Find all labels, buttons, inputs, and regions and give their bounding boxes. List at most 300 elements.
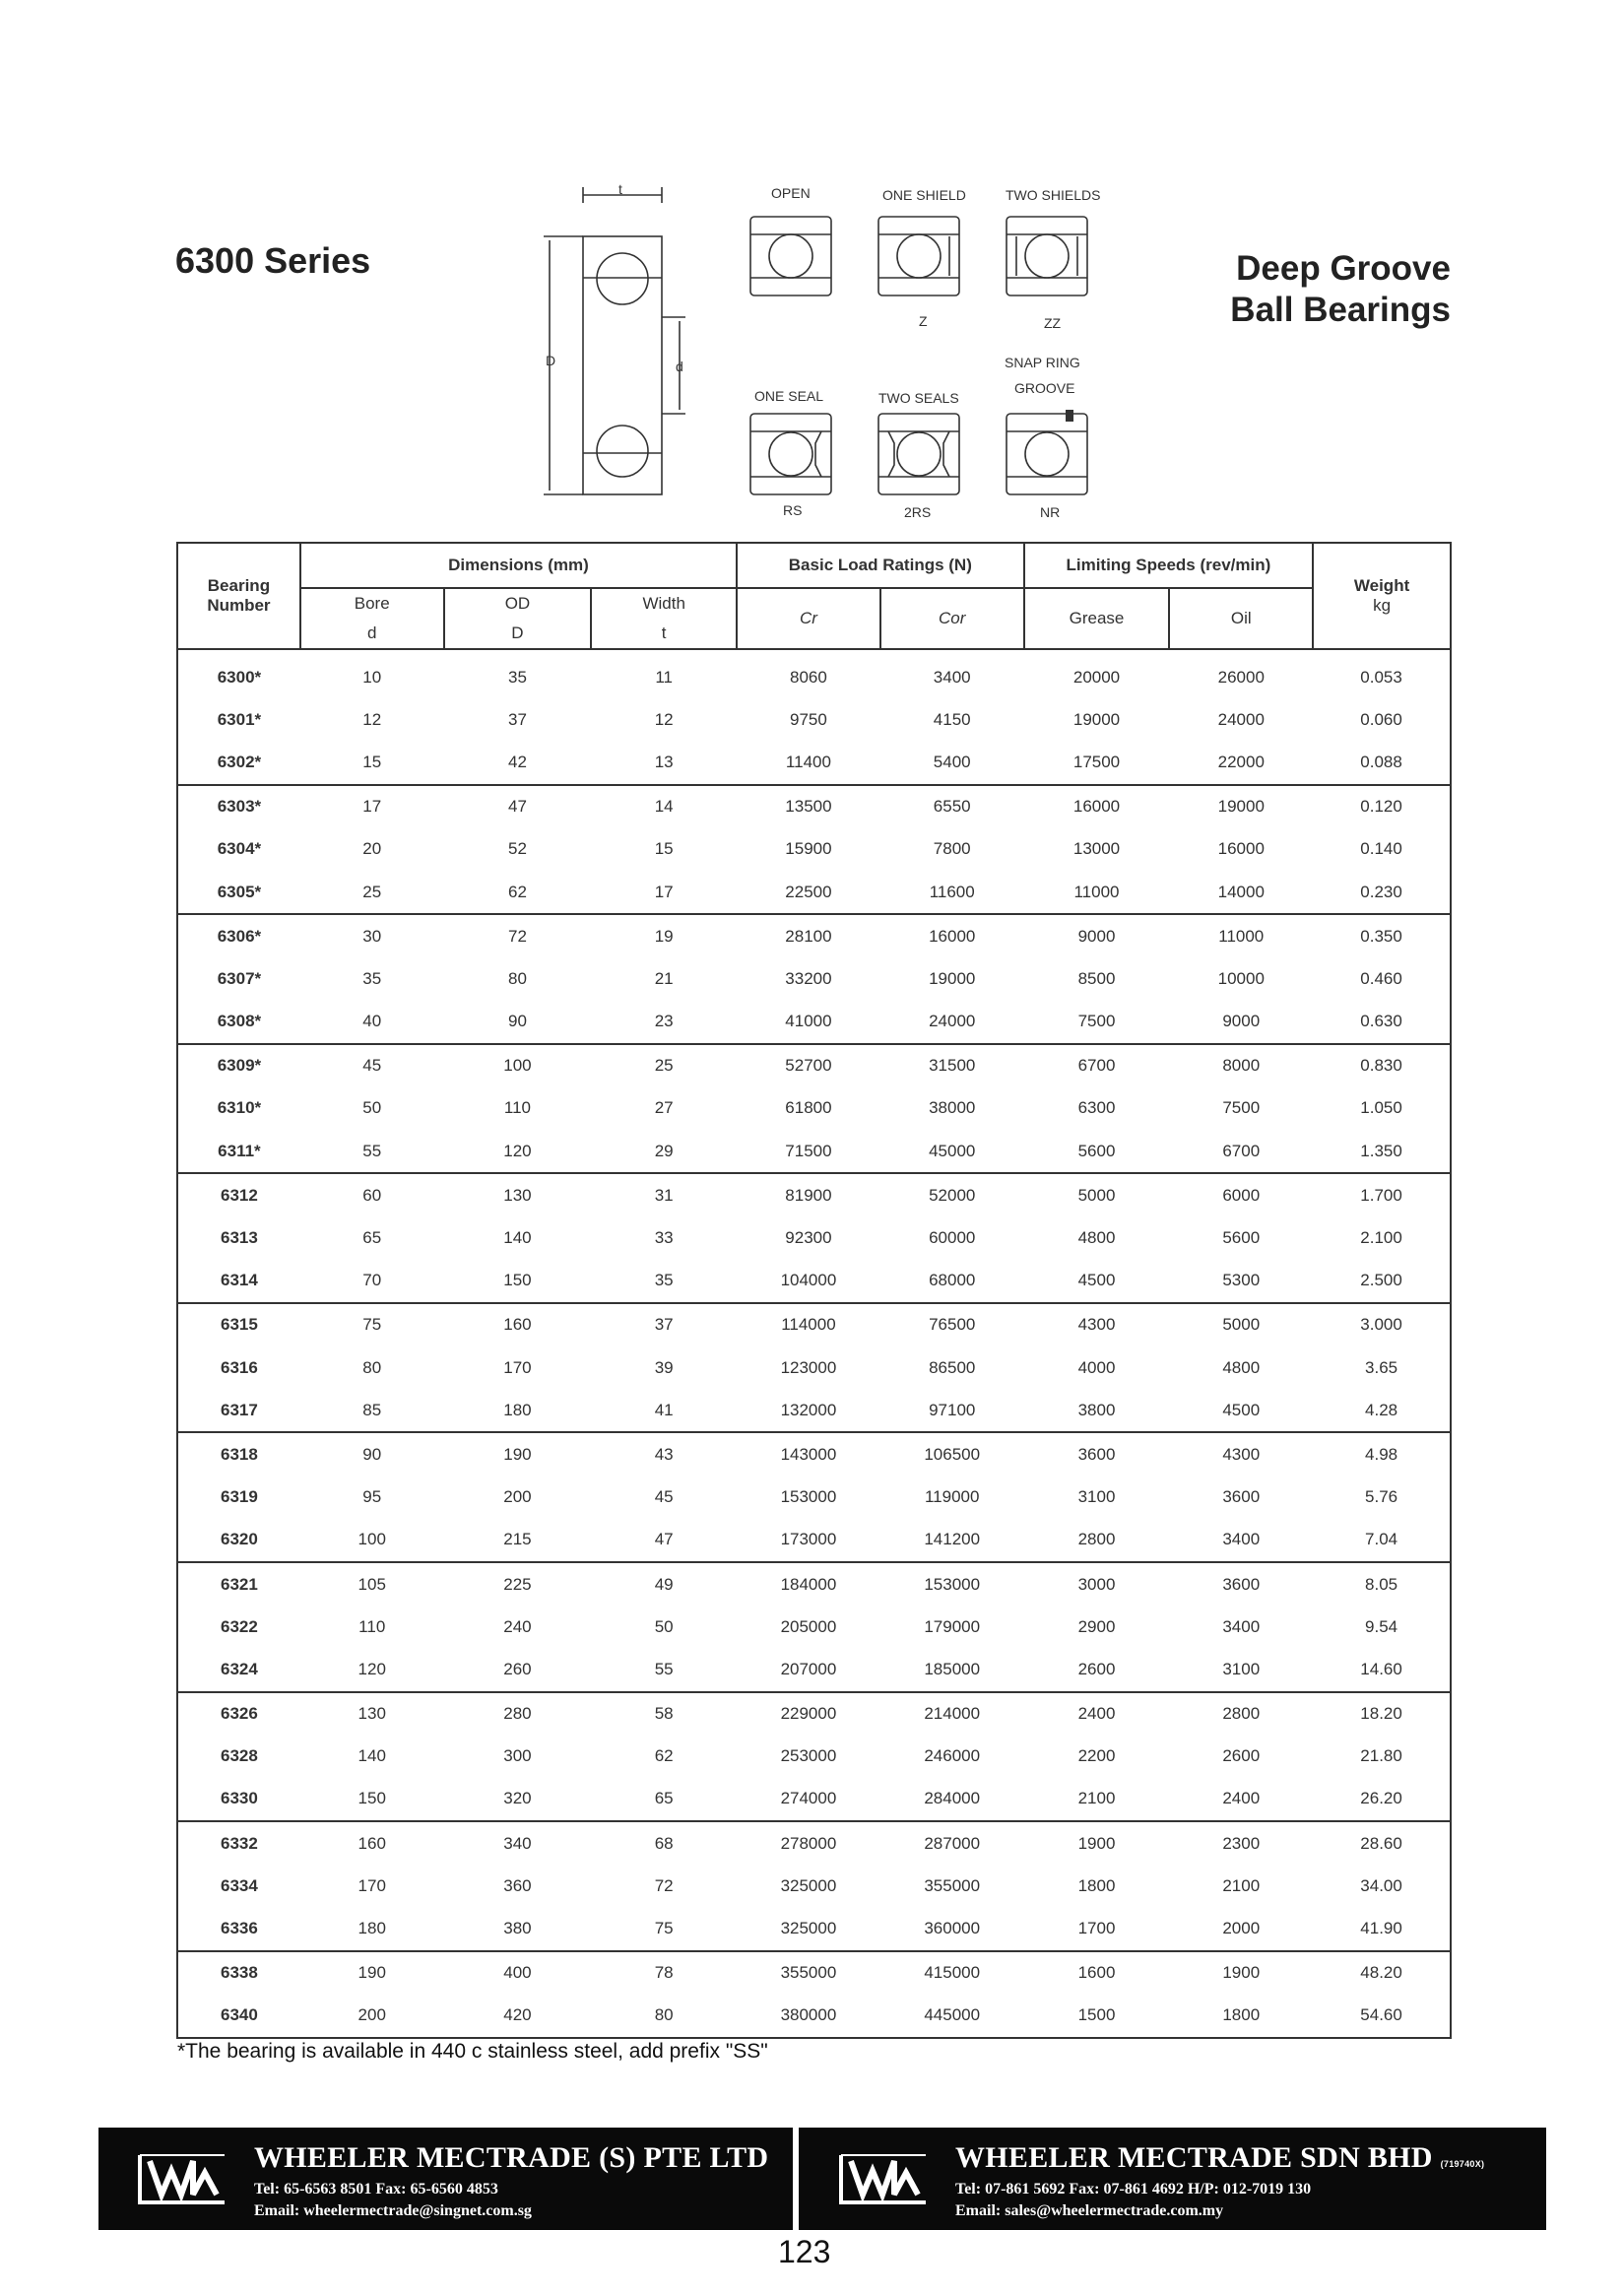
cell-grease: 3600 <box>1077 1444 1116 1464</box>
cell-grease: 7500 <box>1024 1001 1170 1044</box>
cell-cor: 214000 <box>924 1704 981 1724</box>
cell-weight: 0.120 <box>1360 797 1402 817</box>
cell-grease: 3800 <box>1024 1389 1170 1432</box>
cell-width: 31 <box>654 1185 674 1205</box>
table-row <box>177 1346 1451 1389</box>
cell-cor: 38000 <box>929 1098 976 1118</box>
header-load-ratings: Basic Load Ratings (N) <box>737 543 1024 588</box>
cell-cor: 6550 <box>933 797 971 817</box>
cell-width: 25 <box>654 1056 674 1076</box>
cell-cr: 92300 <box>785 1228 832 1248</box>
cell-weight: 1.050 <box>1360 1098 1402 1118</box>
cell-cr: 41000 <box>737 1001 880 1044</box>
cell-bearing-number: 6314 <box>177 1260 300 1303</box>
cell-width: 49 <box>654 1574 674 1594</box>
cell-bore: 65 <box>362 1228 382 1248</box>
cell-cr: 325000 <box>737 1907 880 1950</box>
cell-bearing-number: 6321 <box>221 1574 258 1594</box>
company-footer <box>98 2128 1546 2230</box>
cell-cor: 106500 <box>924 1444 981 1464</box>
table-row <box>177 698 1451 741</box>
cell-od: 72 <box>507 926 527 946</box>
cell-od: 320 <box>444 1778 592 1821</box>
cell-width: 11 <box>655 667 673 687</box>
cell-bore: 50 <box>362 1098 382 1118</box>
cell-grease: 19000 <box>1072 709 1121 729</box>
table-row <box>177 1216 1451 1259</box>
table-row <box>177 1865 1451 1907</box>
cell-od: 280 <box>503 1704 532 1724</box>
cell-bearing-number: 6301* <box>217 709 262 729</box>
cell-bore: 140 <box>357 1746 386 1766</box>
cell-oil: 19000 <box>1217 797 1265 817</box>
cell-cor: 355000 <box>924 1875 981 1895</box>
cell-weight: 4.98 <box>1365 1444 1398 1464</box>
cell-bearing-number: 6316 <box>221 1357 258 1377</box>
header-weight-unit: kg <box>1373 596 1392 615</box>
cell-od: 225 <box>503 1574 532 1594</box>
cell-bearing-number: 6322 <box>221 1616 258 1636</box>
dim-d-label: d <box>676 359 683 374</box>
cell-grease: 20000 <box>1072 667 1121 687</box>
table-row <box>177 1389 1451 1432</box>
cell-weight: 2.100 <box>1360 1228 1402 1248</box>
cell-cr: 132000 <box>737 1389 880 1432</box>
header-bearing-number <box>177 543 300 649</box>
footer-singapore <box>98 2128 792 2230</box>
cell-bore: 110 <box>358 1616 386 1636</box>
cell-weight: 28.60 <box>1360 1833 1402 1853</box>
bearing-diagram <box>532 177 1123 532</box>
cell-width: 23 <box>591 1001 737 1044</box>
cell-width: 21 <box>654 968 674 988</box>
cell-bearing-number: 6309* <box>217 1056 262 1076</box>
cell-od: 120 <box>444 1130 592 1173</box>
cell-width: 35 <box>591 1260 737 1303</box>
cell-cor: 4150 <box>933 709 971 729</box>
cell-cr: 22500 <box>737 871 880 914</box>
cell-width: 72 <box>654 1875 674 1895</box>
cell-bearing-number: 6330 <box>177 1778 300 1821</box>
cell-width: 15 <box>654 839 674 859</box>
cell-weight: 7.04 <box>1313 1519 1451 1562</box>
cell-bearing-number: 6332 <box>221 1833 258 1853</box>
cell-bore: 120 <box>300 1648 444 1691</box>
cell-width: 55 <box>591 1648 737 1691</box>
cell-cor: 86500 <box>929 1357 976 1377</box>
header-bearing: Bearing <box>207 576 271 595</box>
label-nr: NR <box>1040 504 1061 520</box>
cell-weight: 9.54 <box>1365 1616 1398 1636</box>
table-row <box>177 1519 1451 1562</box>
cell-width: 37 <box>654 1315 674 1335</box>
table-row <box>177 785 1451 828</box>
cell-width: 41 <box>591 1389 737 1432</box>
cell-grease: 1700 <box>1024 1907 1170 1950</box>
cell-od: 170 <box>503 1357 532 1377</box>
cell-oil: 4300 <box>1222 1444 1261 1464</box>
cell-cr: 9750 <box>790 709 827 729</box>
cell-oil: 1900 <box>1222 1963 1261 1983</box>
header-width-symbol: t <box>661 623 667 642</box>
cell-grease: 2900 <box>1077 1616 1116 1636</box>
cell-od: 52 <box>507 839 527 859</box>
cell-oil: 5600 <box>1222 1228 1261 1248</box>
label-two-shields: TWO SHIELDS <box>1006 187 1101 203</box>
header-bore-label: Bore <box>354 594 390 613</box>
cell-weight: 0.350 <box>1360 926 1402 946</box>
cell-oil: 5300 <box>1169 1260 1313 1303</box>
header-bore-symbol: d <box>366 623 377 642</box>
cell-width: 65 <box>591 1778 737 1821</box>
cell-cor: 185000 <box>880 1648 1024 1691</box>
cell-cr: 71500 <box>737 1130 880 1173</box>
cell-bearing-number: 6320 <box>177 1519 300 1562</box>
cell-od: 160 <box>503 1315 532 1335</box>
dim-D-label: D <box>546 353 556 368</box>
header-cr: Cr <box>737 588 880 649</box>
cell-weight: 0.460 <box>1360 968 1402 988</box>
cell-od: 260 <box>444 1648 592 1691</box>
header-grease: Grease <box>1024 588 1170 649</box>
cell-weight: 54.60 <box>1360 2005 1402 2025</box>
cell-bore: 90 <box>362 1444 382 1464</box>
cell-od: 90 <box>444 1001 592 1044</box>
label-groove: GROOVE <box>1014 380 1075 396</box>
cell-cor: 445000 <box>924 2005 981 2025</box>
cell-grease: 1500 <box>1077 2005 1116 2025</box>
cell-width: 13 <box>591 741 737 784</box>
cell-bearing-number: 6338 <box>221 1963 258 1983</box>
cell-bearing-number: 6310* <box>217 1098 262 1118</box>
table-row <box>177 1778 1451 1821</box>
cell-cr: 8060 <box>790 667 827 687</box>
cell-weight: 0.060 <box>1360 709 1402 729</box>
cell-oil: 3600 <box>1222 1574 1261 1594</box>
cell-cr: 207000 <box>737 1648 880 1691</box>
cell-cor: 52000 <box>929 1185 976 1205</box>
cell-od: 100 <box>503 1056 532 1076</box>
table-row <box>177 1260 1451 1303</box>
header-limiting-speeds: Limiting Speeds (rev/min) <box>1024 543 1314 588</box>
cell-cr: 15900 <box>785 839 832 859</box>
header-dimensions: Dimensions (mm) <box>300 543 737 588</box>
cell-oil: 4800 <box>1222 1357 1261 1377</box>
cell-oil: 3600 <box>1222 1487 1261 1507</box>
cell-cr: 28100 <box>785 926 832 946</box>
product-title-line-2: Ball Bearings <box>1230 291 1451 329</box>
cell-cr: 274000 <box>737 1778 880 1821</box>
cell-bore: 45 <box>362 1056 382 1076</box>
product-title <box>1155 248 1451 331</box>
cell-cr: 81900 <box>785 1185 832 1205</box>
header-weight-label: Weight <box>1353 576 1410 595</box>
cell-width: 17 <box>591 871 737 914</box>
cell-cr: 13500 <box>785 797 832 817</box>
cell-weight: 0.140 <box>1360 839 1402 859</box>
table-row <box>177 1692 1451 1736</box>
cell-cor: 19000 <box>929 968 976 988</box>
cell-bore: 180 <box>300 1907 444 1950</box>
cell-weight: 18.20 <box>1360 1704 1402 1724</box>
cell-cor: 45000 <box>880 1130 1024 1173</box>
cell-bore: 25 <box>300 871 444 914</box>
cell-bearing-number: 6328 <box>221 1746 258 1766</box>
cell-oil: 3100 <box>1169 1648 1313 1691</box>
cell-cor: 287000 <box>924 1833 981 1853</box>
table-row <box>177 1736 1451 1778</box>
footer-email-my: Email: sales@wheelermectrade.com.my <box>955 2202 1224 2219</box>
cell-grease: 16000 <box>1072 797 1121 817</box>
cell-bearing-number: 6326 <box>221 1704 258 1724</box>
cell-grease: 2100 <box>1024 1778 1170 1821</box>
cell-bore: 130 <box>357 1704 386 1724</box>
cell-oil: 16000 <box>1217 839 1265 859</box>
cell-cor: 119000 <box>924 1487 980 1507</box>
header-od <box>444 588 592 649</box>
cell-weight: 0.088 <box>1313 741 1451 784</box>
cell-oil: 7500 <box>1222 1098 1261 1118</box>
cell-od: 140 <box>503 1228 532 1248</box>
cell-cor: 31500 <box>929 1056 976 1076</box>
cell-bearing-number: 6303* <box>217 797 262 817</box>
cell-grease: 2600 <box>1024 1648 1170 1691</box>
cell-od: 62 <box>444 871 592 914</box>
table-row <box>177 1173 1451 1216</box>
cell-width: 75 <box>591 1907 737 1950</box>
cell-od: 80 <box>507 968 527 988</box>
table-row <box>177 1606 1451 1648</box>
table-row <box>177 1001 1451 1044</box>
cell-weight: 0.230 <box>1313 871 1451 914</box>
cell-bore: 150 <box>300 1778 444 1821</box>
cell-grease: 1900 <box>1077 1833 1116 1853</box>
cell-od: 47 <box>507 797 527 817</box>
footnote: *The bearing is available in 440 c stainless steel, add prefix "SS" <box>177 2040 768 2063</box>
wm-logo-icon <box>837 2149 930 2208</box>
cell-od: 215 <box>444 1519 592 1562</box>
footer-company-my <box>955 2141 1484 2175</box>
cell-bore: 70 <box>300 1260 444 1303</box>
cell-oil: 24000 <box>1217 709 1265 729</box>
cell-oil: 1800 <box>1222 2005 1261 2025</box>
cell-grease: 1600 <box>1077 1963 1116 1983</box>
cell-od: 300 <box>503 1746 532 1766</box>
cell-weight: 4.28 <box>1313 1389 1451 1432</box>
series-title: 6300 Series <box>175 240 371 281</box>
footer-contact-sg: Tel: 65-6563 8501 Fax: 65-6560 4853 <box>254 2181 498 2198</box>
cell-bore: 35 <box>362 968 382 988</box>
label-2rs: 2RS <box>904 504 932 520</box>
cell-grease: 8500 <box>1077 968 1116 988</box>
cell-bearing-number: 6300* <box>217 667 262 687</box>
cell-cr: 229000 <box>780 1704 837 1724</box>
cell-oil: 26000 <box>1217 667 1265 687</box>
cell-cr: 52700 <box>785 1056 832 1076</box>
cell-bore: 95 <box>362 1487 382 1507</box>
table-row <box>177 1476 1451 1519</box>
table-row <box>177 957 1451 1000</box>
cell-cor: 76500 <box>929 1315 976 1335</box>
cell-od: 380 <box>444 1907 592 1950</box>
cross-section-outline <box>583 236 662 494</box>
cell-oil: 2600 <box>1222 1746 1261 1766</box>
cell-bore: 20 <box>362 839 382 859</box>
cell-bearing-number: 6308* <box>177 1001 300 1044</box>
cell-weight: 14.60 <box>1313 1648 1451 1691</box>
cell-weight: 3.65 <box>1365 1357 1398 1377</box>
cell-od: 35 <box>507 667 527 687</box>
cell-width: 27 <box>654 1098 674 1118</box>
cell-grease: 4300 <box>1077 1315 1116 1335</box>
cell-grease: 1800 <box>1077 1875 1116 1895</box>
cell-bore: 12 <box>362 709 382 729</box>
cell-bore: 105 <box>357 1574 386 1594</box>
cell-bearing-number: 6302* <box>177 741 300 784</box>
table-body <box>177 649 1451 2038</box>
table-row <box>177 1907 1451 1950</box>
cell-oil: 2400 <box>1169 1778 1313 1821</box>
cell-width: 33 <box>654 1228 674 1248</box>
cell-weight: 21.80 <box>1360 1746 1402 1766</box>
label-one-shield: ONE SHIELD <box>882 187 966 203</box>
cell-bore: 85 <box>300 1389 444 1432</box>
table-row <box>177 1087 1451 1130</box>
cell-bore: 75 <box>362 1315 382 1335</box>
cell-weight: 48.20 <box>1360 1963 1402 1983</box>
cell-od: 180 <box>444 1389 592 1432</box>
cell-cor: 16000 <box>929 926 976 946</box>
table-row <box>177 914 1451 957</box>
cell-bearing-number: 6307* <box>217 968 262 988</box>
cell-weight: 8.05 <box>1365 1574 1398 1594</box>
header-cor: Cor <box>880 588 1024 649</box>
cell-weight: 1.350 <box>1313 1130 1451 1173</box>
cell-bore: 100 <box>300 1519 444 1562</box>
cell-cor: 153000 <box>924 1574 981 1594</box>
cell-width: 62 <box>654 1746 674 1766</box>
cell-weight: 0.630 <box>1313 1001 1451 1044</box>
footer-company-sg: WHEELER MECTRADE (S) PTE LTD <box>254 2141 769 2174</box>
bearing-spec-table <box>176 542 1452 2039</box>
cell-od: 360 <box>503 1875 532 1895</box>
cell-grease: 4000 <box>1077 1357 1116 1377</box>
table-row <box>177 1995 1451 2038</box>
cell-bore: 10 <box>362 667 382 687</box>
cell-width: 50 <box>654 1616 674 1636</box>
cell-cor: 68000 <box>880 1260 1024 1303</box>
cell-oil: 5000 <box>1222 1315 1261 1335</box>
cell-od: 42 <box>444 741 592 784</box>
cell-cr: 380000 <box>780 2005 837 2025</box>
cell-od: 150 <box>444 1260 592 1303</box>
cell-weight: 2.500 <box>1313 1260 1451 1303</box>
cell-bore: 55 <box>300 1130 444 1173</box>
table-row <box>177 1562 1451 1606</box>
table-row <box>177 1821 1451 1865</box>
cell-oil: 6000 <box>1222 1185 1261 1205</box>
header-od-symbol: D <box>511 623 524 642</box>
cell-bearing-number: 6318 <box>221 1444 258 1464</box>
cell-weight: 26.20 <box>1313 1778 1451 1821</box>
table-row <box>177 871 1451 914</box>
cell-cr: 253000 <box>780 1746 837 1766</box>
footer-malaysia <box>800 2128 1546 2230</box>
cell-bore: 160 <box>357 1833 386 1853</box>
cell-bearing-number: 6311* <box>177 1130 300 1173</box>
cell-od: 200 <box>503 1487 532 1507</box>
cell-grease: 3000 <box>1077 1574 1116 1594</box>
wm-logo-icon <box>136 2149 228 2208</box>
cell-width: 80 <box>654 2005 674 2025</box>
table-row <box>177 1432 1451 1476</box>
table-row <box>177 1303 1451 1346</box>
cell-bearing-number: 6304* <box>217 839 262 859</box>
cell-oil: 11000 <box>1218 926 1265 946</box>
table-row <box>177 1951 1451 1995</box>
cell-cor: 24000 <box>880 1001 1024 1044</box>
cell-width: 47 <box>591 1519 737 1562</box>
cell-weight: 3.000 <box>1360 1315 1402 1335</box>
cell-oil: 2100 <box>1222 1875 1261 1895</box>
cell-bearing-number: 6340 <box>221 2005 258 2025</box>
cell-grease: 3100 <box>1077 1487 1116 1507</box>
cell-cr: 205000 <box>780 1616 837 1636</box>
product-title-line-1: Deep Groove <box>1236 249 1451 288</box>
header-width <box>591 588 737 649</box>
cell-oil: 4500 <box>1169 1389 1313 1432</box>
cell-cor: 7800 <box>933 839 971 859</box>
cell-width: 78 <box>654 1963 674 1983</box>
cell-cr: 123000 <box>780 1357 837 1377</box>
header-oil: Oil <box>1169 588 1313 649</box>
table-row <box>177 741 1451 784</box>
header-width-label: Width <box>642 594 685 613</box>
cell-grease: 2400 <box>1077 1704 1116 1724</box>
header-number: Number <box>207 596 271 615</box>
cell-cor: 179000 <box>924 1616 981 1636</box>
table-row <box>177 1044 1451 1087</box>
header-weight <box>1313 543 1451 649</box>
cell-bore: 17 <box>362 797 382 817</box>
cell-od: 37 <box>507 709 527 729</box>
cell-cr: 173000 <box>737 1519 880 1562</box>
cell-oil: 9000 <box>1169 1001 1313 1044</box>
cell-bore: 15 <box>300 741 444 784</box>
cell-grease: 5000 <box>1077 1185 1116 1205</box>
cell-bore: 80 <box>362 1357 382 1377</box>
cell-width: 19 <box>654 926 674 946</box>
cell-bearing-number: 6315 <box>221 1315 258 1335</box>
cell-grease: 4800 <box>1077 1228 1116 1248</box>
cell-grease: 6700 <box>1077 1056 1116 1076</box>
cell-cor: 141200 <box>880 1519 1024 1562</box>
cell-weight: 5.76 <box>1365 1487 1398 1507</box>
cell-weight: 0.053 <box>1360 667 1402 687</box>
cell-cor: 5400 <box>880 741 1024 784</box>
cell-cor: 11600 <box>880 871 1024 914</box>
cell-oil: 22000 <box>1169 741 1313 784</box>
cell-grease: 2200 <box>1077 1746 1116 1766</box>
cell-cr: 61800 <box>785 1098 832 1118</box>
label-rs: RS <box>783 502 803 518</box>
cell-cor: 284000 <box>880 1778 1024 1821</box>
cell-oil: 2000 <box>1169 1907 1313 1950</box>
cell-oil: 2300 <box>1222 1833 1261 1853</box>
cell-cor: 97100 <box>880 1389 1024 1432</box>
cell-cr: 33200 <box>785 968 832 988</box>
cell-width: 29 <box>591 1130 737 1173</box>
